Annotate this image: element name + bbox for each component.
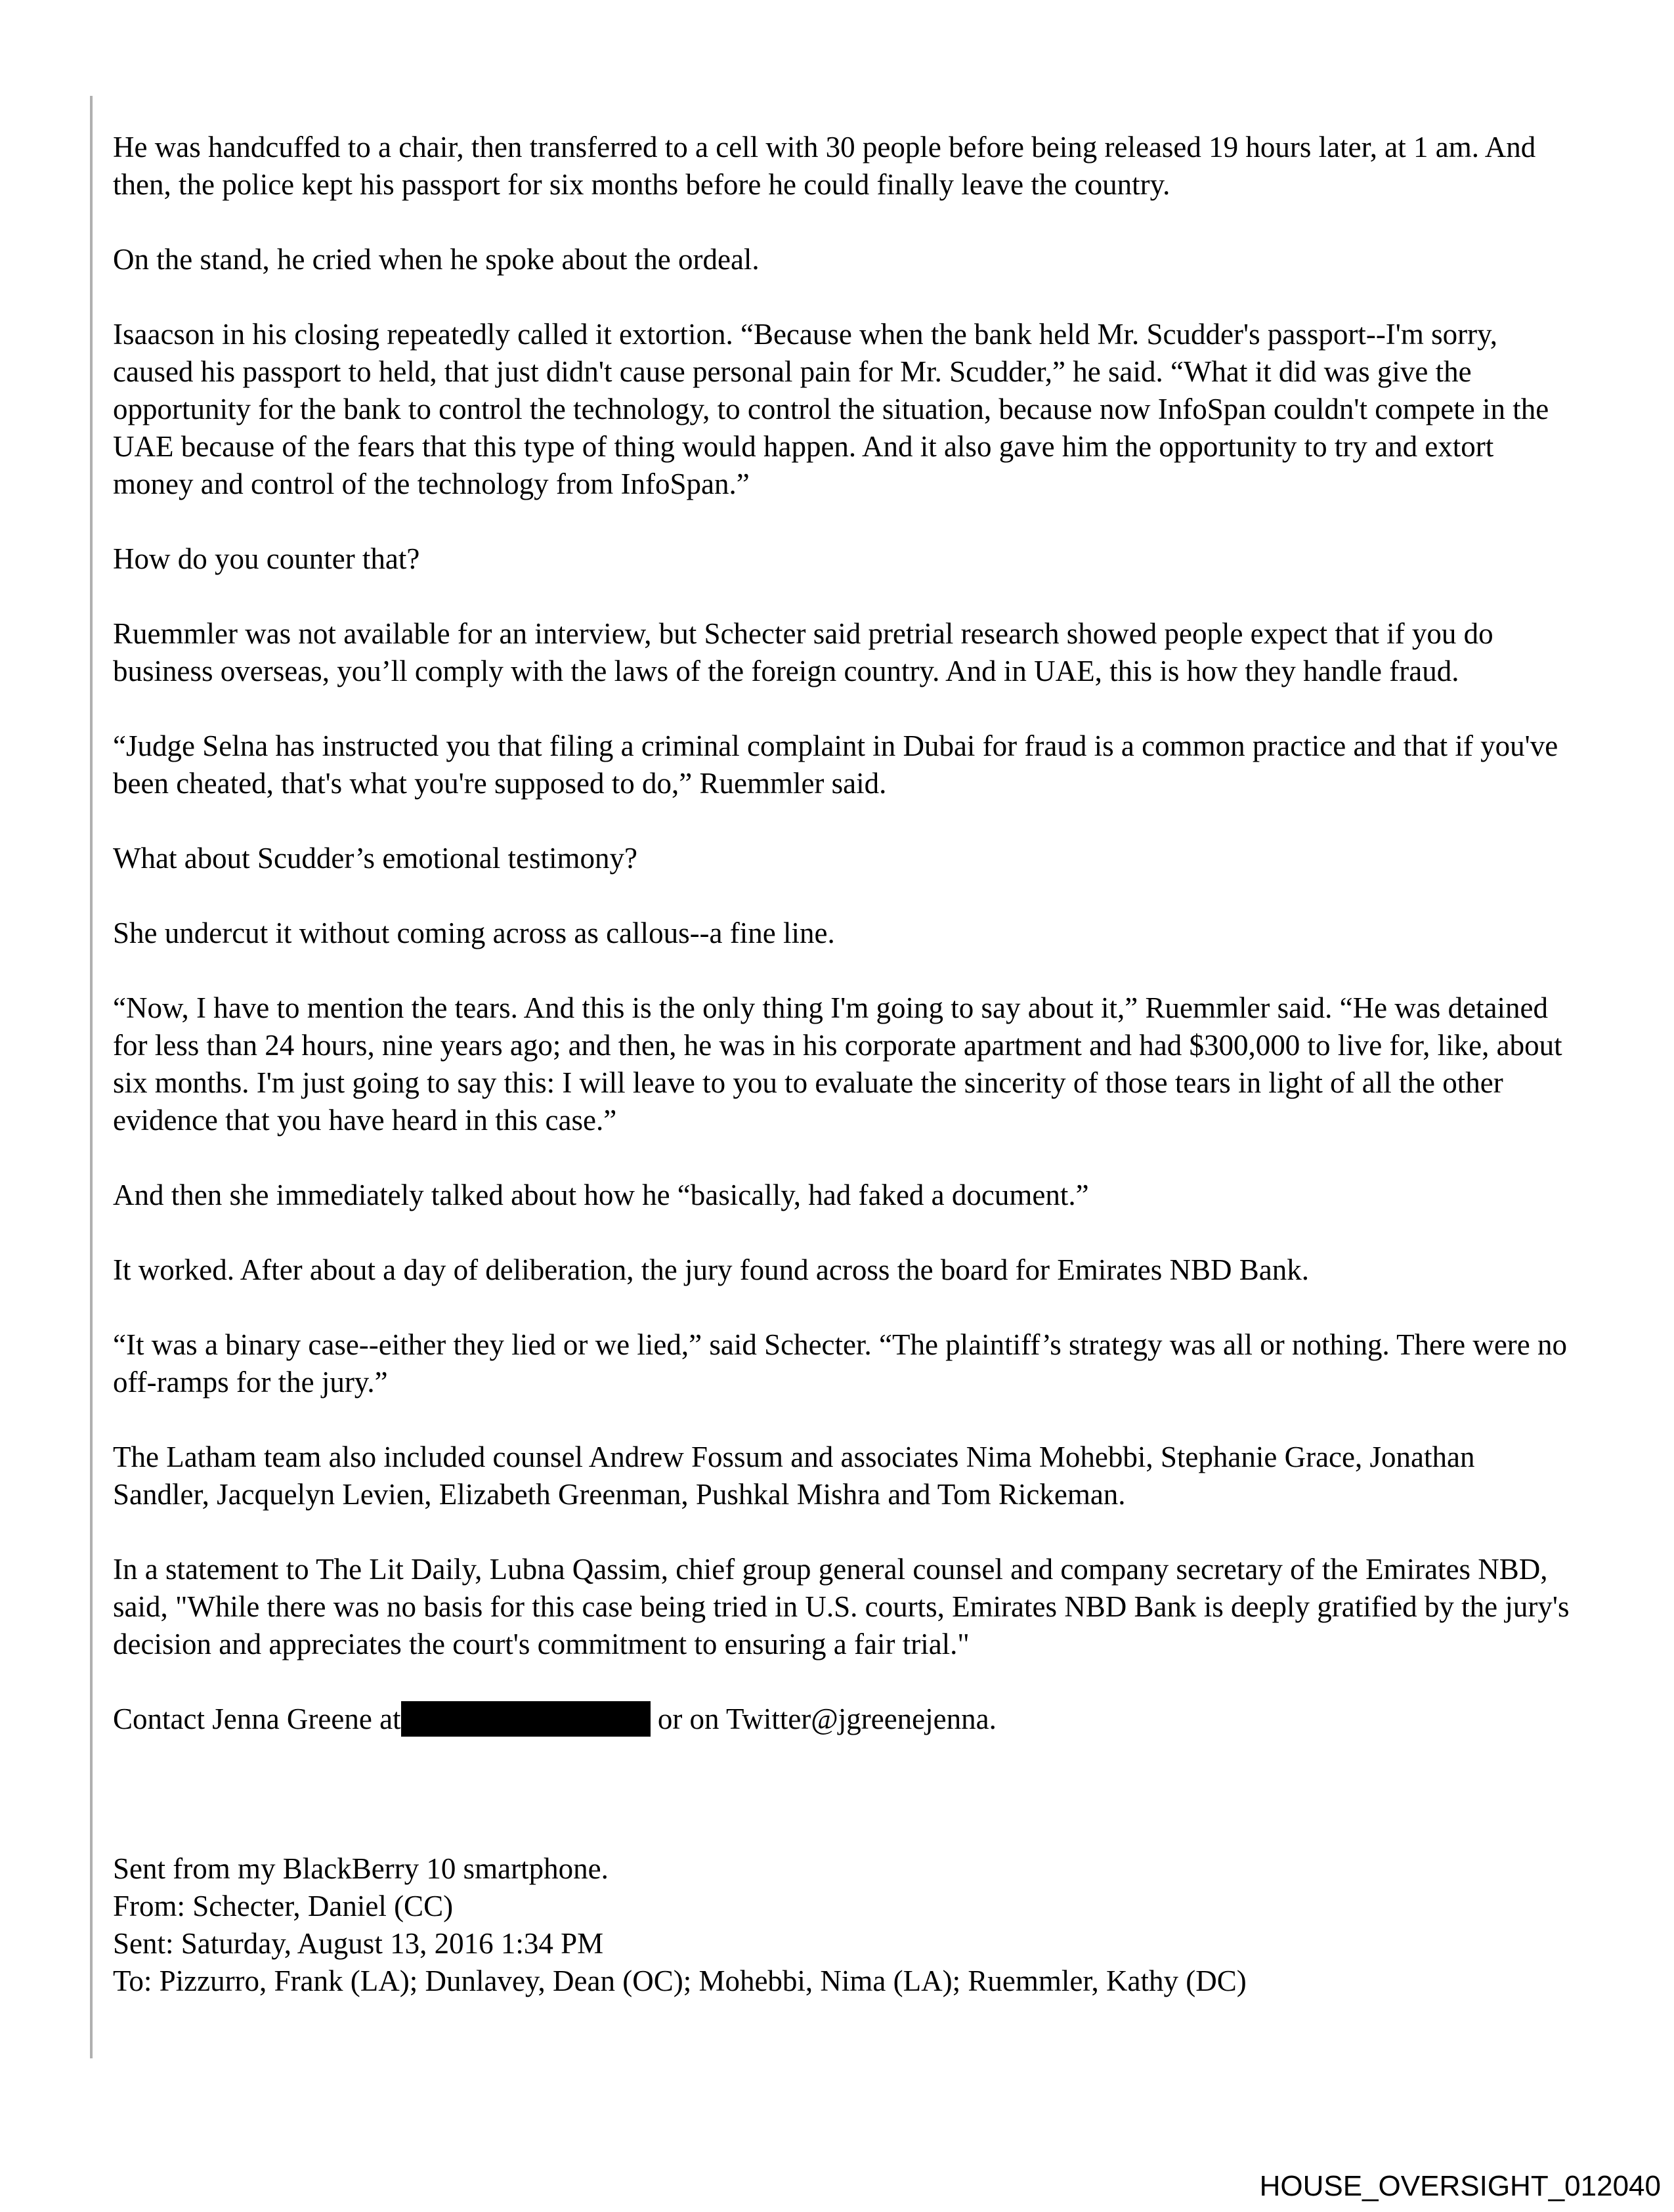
contact-suffix: or on Twitter@jgreenejenna.	[650, 1702, 997, 1735]
paragraph: He was handcuffed to a chair, then transferred to a cell with 30 people before being released 19 hours later, at 1 am. And then, the police kept his passport for six months before he could finally leave the country.	[113, 131, 1536, 201]
signature-line-from: From: Schecter, Daniel (CC)	[113, 1890, 454, 1922]
signature-line-to: To: Pizzurro, Frank (LA); Dunlavey, Dean (OC); Mohebbi, Nima (LA); Ruemmler, Kathy (DC)	[113, 1964, 1247, 1997]
paragraph: The Latham team also included counsel Andrew Fossum and associates Nima Mohebbi, Stephanie Grace, Jonathan Sandler, Jacquelyn Levien, Elizabeth Greenman, Pushkal Mishra and Tom Rickeman.	[113, 1441, 1475, 1511]
signature-line-sent: Sent: Saturday, August 13, 2016 1:34 PM	[113, 1927, 604, 1960]
signature-block	[113, 1850, 1570, 2000]
paragraph: How do you counter that?	[113, 542, 420, 575]
paragraph: Isaacson in his closing repeatedly called it extortion. “Because when the bank held Mr. Scudder's passport--I'm sorry, caused his passport to held, that just didn't cause personal pain for Mr. Scudder,” he said. “What it did was give the opportunity for the bank to control the technology, to control the situation, because now InfoSpan couldn't compete in the UAE because of the fears that this type of thing would happen. And it also gave him the opportunity to try and extort money and control of the technology from InfoSpan.”	[113, 318, 1549, 500]
email-quote-bar	[90, 96, 93, 2058]
paragraph: “Judge Selna has instructed you that filing a criminal complaint in Dubai for fraud is a common practice and that if you've been cheated, that's what you're supposed to do,” Ruemmler said.	[113, 729, 1558, 800]
paragraph: “Now, I have to mention the tears. And this is the only thing I'm going to say about it,” Ruemmler said. “He was detained for less than 24 hours, nine years ago; and then, he was in his corporate apartment and had $300,000 to live for, like, about six months. I'm just going to say this: I will leave to you to evaluate the sincerity of those tears in light of all the other evidence that you have heard in this case.”	[113, 991, 1562, 1137]
paragraph: It worked. After about a day of deliberation, the jury found across the board for Emirates NBD Bank.	[113, 1253, 1309, 1286]
paragraph: In a statement to The Lit Daily, Lubna Qassim, chief group general counsel and company secretary of the Emirates NBD, said, "While there was no basis for this case being tried in U.S. courts, Emirates NBD Bank is deeply gratified by the jury's decision and appreciates the court's commitment to ensuring a fair trial."	[113, 1553, 1570, 1660]
contact-prefix: Contact Jenna Greene at	[113, 1702, 401, 1735]
paragraph: “It was a binary case--either they lied or we lied,” said Schecter. “The plaintiff’s strategy was all or nothing. There were no off-ramps for the jury.”	[113, 1328, 1567, 1399]
paragraph: What about Scudder’s emotional testimony?	[113, 842, 637, 875]
signature-line-sent-from: Sent from my BlackBerry 10 smartphone.	[113, 1852, 609, 1885]
paragraph: Ruemmler was not available for an interview, but Schecter said pretrial research showed people expect that if you do business overseas, you’ll comply with the laws of the foreign country. And in UAE, this is how they handle fraud.	[113, 617, 1493, 687]
contact-line	[113, 1701, 1570, 1738]
paragraph: On the stand, he cried when he spoke about the ordeal.	[113, 243, 760, 276]
paragraph: She undercut it without coming across as callous--a fine line.	[113, 917, 835, 949]
bates-number: HOUSE_OVERSIGHT_012040	[1259, 2170, 1661, 2202]
email-body	[113, 129, 1570, 2000]
redaction-box	[401, 1701, 651, 1737]
paragraph: And then she immediately talked about how he “basically, had faked a document.”	[113, 1179, 1089, 1211]
